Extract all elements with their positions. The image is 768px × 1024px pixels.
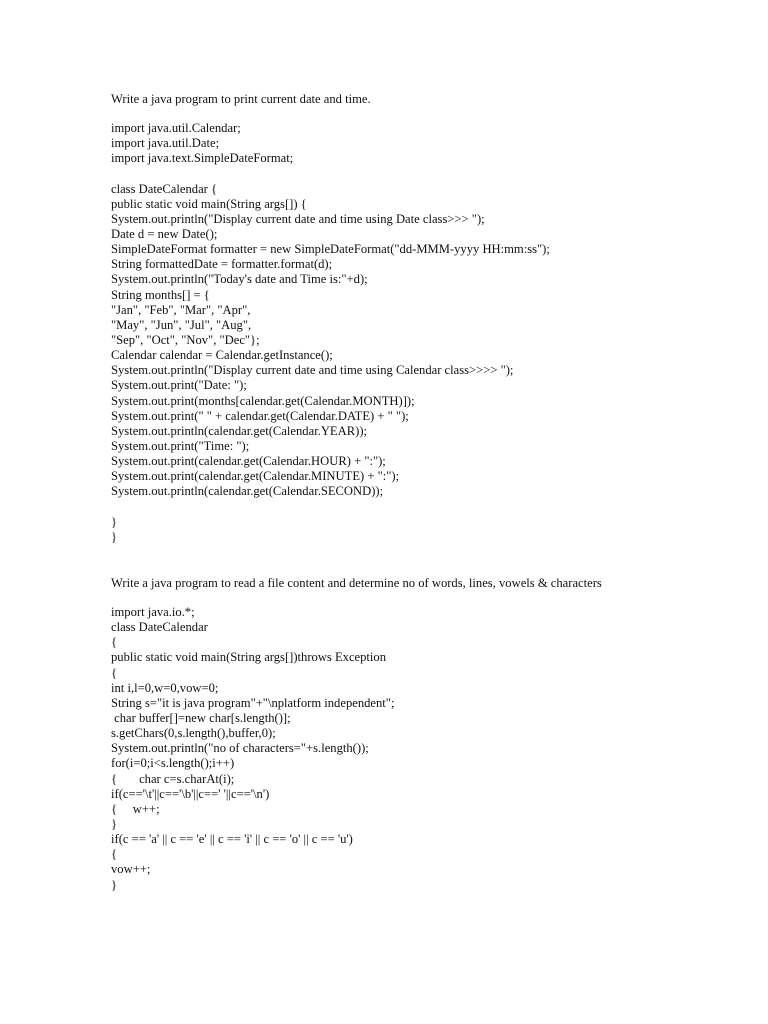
section-1-code-block: [111, 121, 751, 545]
section-2-code-block: [111, 605, 751, 893]
code-line: System.out.print(months[calendar.get(Calendar.MONTH)]);: [111, 393, 415, 408]
code-line: }: [111, 529, 118, 544]
code-line: char buffer[]=new char[s.length()];: [111, 710, 291, 725]
code-line: SimpleDateFormat formatter = new SimpleDateFormat("dd-MMM-yyyy HH:mm:ss");: [111, 242, 550, 257]
code-line: if(c=='\t'||c=='\b'||c==' '||c=='\n'): [111, 786, 270, 801]
code-line: if(c == 'a' || c == 'e' || c == 'i' || c == 'o' || c == 'u'): [111, 832, 353, 847]
code-line: { char c=s.charAt(i);: [111, 771, 235, 786]
code-line: [111, 500, 751, 515]
code-line: String months[] = {: [111, 287, 210, 302]
code-line: System.out.println("Display current date and time using Calendar class>>>> ");: [111, 363, 514, 378]
code-line: [111, 166, 751, 181]
code-line: import java.io.*;: [111, 605, 195, 619]
code-line: String s="it is java program"+"\nplatform independent";: [111, 695, 395, 710]
code-line: s.getChars(0,s.length(),buffer,0);: [111, 726, 276, 741]
code-line: int i,l=0,w=0,vow=0;: [111, 680, 219, 695]
code-line: System.out.println("Display current date and time using Date class>>> ");: [111, 211, 485, 226]
code-line: System.out.println("no of characters="+s.length());: [111, 741, 369, 756]
code-line: System.out.print(calendar.get(Calendar.HOUR) + ":");: [111, 454, 386, 469]
section-1-heading: Write a java program to print current date and time.: [111, 92, 371, 106]
code-line: System.out.print("Time: ");: [111, 438, 250, 453]
code-line: for(i=0;i<s.length();i++): [111, 756, 235, 771]
code-line: System.out.print(" " + calendar.get(Calendar.DATE) + " ");: [111, 408, 409, 423]
code-line: import java.util.Calendar;: [111, 121, 241, 135]
section-2-heading: Write a java program to read a file content and determine no of words, lines, vowels & characters: [111, 576, 602, 590]
code-line: import java.util.Date;: [111, 136, 220, 151]
code-line: public static void main(String args[])throws Exception: [111, 650, 387, 665]
code-line: class DateCalendar: [111, 620, 208, 635]
code-line: vow++;: [111, 862, 151, 877]
code-line: import java.text.SimpleDateFormat;: [111, 151, 294, 166]
code-line: {: [111, 635, 118, 650]
code-line: class DateCalendar {: [111, 181, 218, 196]
code-line: "May", "Jun", "Jul", "Aug",: [111, 317, 252, 332]
code-line: Calendar calendar = Calendar.getInstance();: [111, 348, 333, 363]
code-line: System.out.println(calendar.get(Calendar.SECOND));: [111, 484, 384, 499]
code-line: {: [111, 847, 118, 862]
code-line: {: [111, 665, 118, 680]
code-line: }: [111, 816, 118, 831]
code-line: public static void main(String args[]) {: [111, 196, 307, 211]
code-line: System.out.println("Today's date and Time is:"+d);: [111, 272, 368, 287]
code-line: System.out.print("Date: ");: [111, 378, 247, 393]
code-line: String formattedDate = formatter.format(d);: [111, 257, 333, 272]
code-line: Date d = new Date();: [111, 226, 218, 241]
code-line: { w++;: [111, 801, 160, 816]
code-line: "Sep", "Oct", "Nov", "Dec"};: [111, 332, 260, 347]
code-line: "Jan", "Feb", "Mar", "Apr",: [111, 302, 251, 317]
code-line: System.out.print(calendar.get(Calendar.MINUTE) + ":");: [111, 469, 400, 484]
code-line: }: [111, 877, 118, 892]
code-line: System.out.println(calendar.get(Calendar.YEAR));: [111, 423, 368, 438]
code-line: }: [111, 514, 118, 529]
